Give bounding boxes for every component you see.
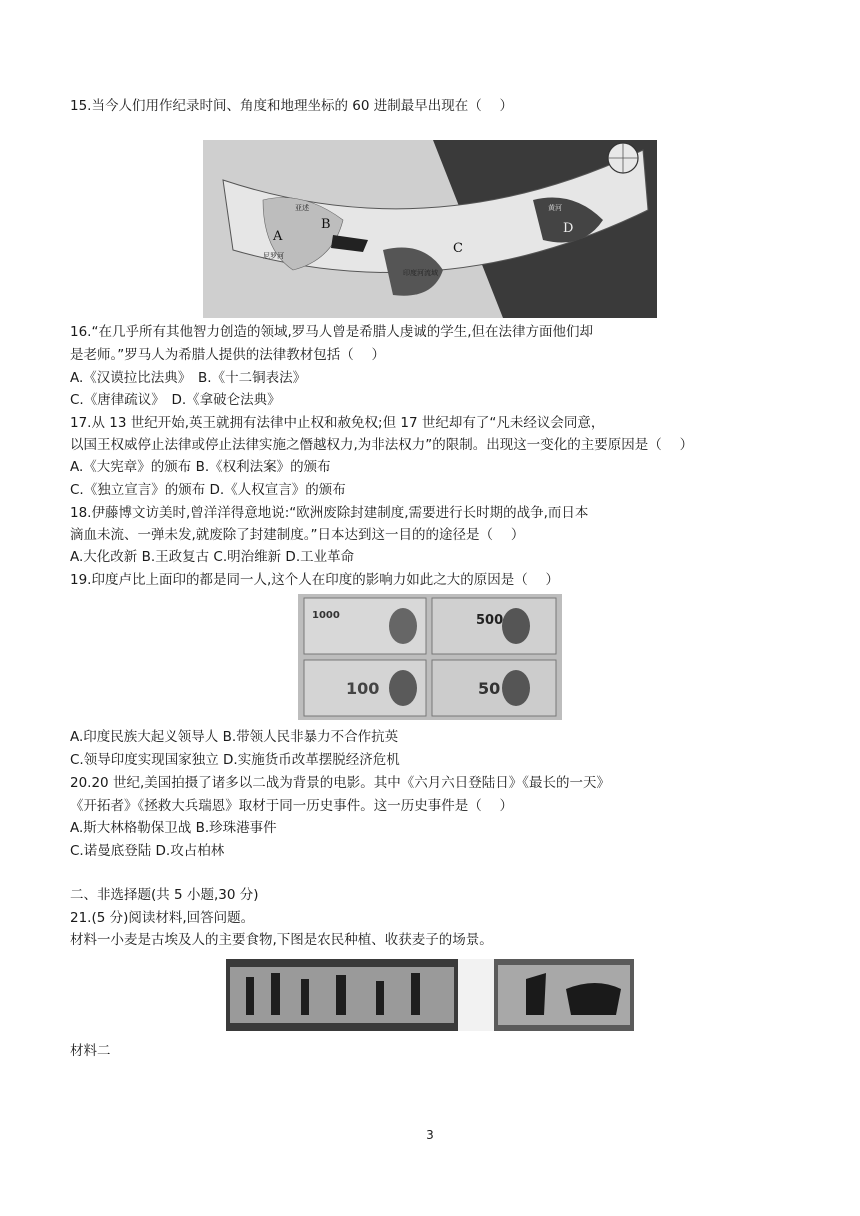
q19-text: 19.印度卢比上面印的都是同一人,这个人在印度的影响力如此之大的原因是（ ） [70,572,560,588]
rupee-note-100-value: 100 [346,679,380,698]
q17-options-ab: A.《大宪章》的颁布 B.《权利法案》的颁布 [70,459,331,475]
q20-options-cd: C.诺曼底登陆 D.攻占柏林 [70,843,225,859]
map-place-assyria: 亚述 [295,204,309,212]
q18-line2: 滴血未流、一弹未发,就废除了封建制度。”日本达到这一目的的途径是（ ） [70,527,525,543]
rupee-notes-image [298,594,562,720]
q17-line1: 17.从 13 世纪开始,英王就拥有法律中止权和赦免权;但 17 世纪却有了“凡未经议会同意， [70,415,605,431]
rupee-note-50-value: 50 [478,679,501,698]
rupee-note-500 [432,598,556,654]
rupee-note-500-value: 500 [476,613,504,628]
q16-line2: 是老师。”罗马人为希腊人提供的法律教材包括（ ） [70,347,386,363]
q20-line1: 20.20 世纪,美国拍摄了诸多以二战为背景的电影。其中《六月六日登陆日》《最长的一天》 [70,775,610,791]
map-place-yellow-river: 黄河 [548,204,562,212]
q20-line2: 《开拓者》《拯救大兵瑞恩》取材于同一历史事件。这一历史事件是（ ） [70,798,514,814]
q16-line1: 16.“在几乎所有其他智力创造的领域,罗马人曾是希腊人虔诚的学生,但在法律方面他们却 [70,324,594,340]
q18-options: A.大化改新 B.王政复古 C.明治维新 D.工业革命 [70,549,355,565]
egyptian-farming-image [226,959,634,1031]
rupee-note-100 [304,660,426,716]
map-place-indus: 印度河流域 [403,269,438,277]
q17-options-cd: C.《独立宣言》的颁布 D.《人权宣言》的颁布 [70,482,346,498]
rupee-note-1000 [304,598,426,654]
q20-options-ab: A.斯大林格勒保卫战 B.珍珠港事件 [70,820,277,836]
map-label-b: B [321,217,331,232]
rupee-note-1000-value: 1000 [312,610,340,621]
q19-options-cd: C.领导印度实现国家独立 D.实施货币改革摆脱经济危机 [70,752,400,768]
q21-material2: 材料二 [70,1043,111,1059]
q15-text: 15.当今人们用作纪录时间、角度和地理坐标的 60 进制最早出现在（ ） [70,98,514,114]
rupee-note-50 [432,660,556,716]
q21-material1: 材料一小麦是古埃及人的主要食物,下图是农民种植、收获麦子的场景。 [70,932,493,948]
q16-options-cd: C.《唐律疏议》 D.《拿破仑法典》 [70,392,281,408]
q17-line2: 以国王权威停止法律或停止法律实施之僭越权力,为非法权力”的限制。出现这一变化的主要原因是（ ） [70,437,694,453]
map-label-c: C [453,241,463,256]
ancient-civilizations-map [203,140,657,318]
page-number: 3 [426,1128,434,1142]
q16-options-ab: A.《汉谟拉比法典》 B.《十二铜表法》 [70,370,307,386]
map-label-d: D [563,221,574,236]
section2-heading: 二、非选择题(共 5 小题,30 分) [70,887,259,903]
q21-head: 21.(5 分)阅读材料,回答问题。 [70,910,255,926]
q19-options-ab: A.印度民族大起义领导人 B.带领人民非暴力不合作抗英 [70,729,399,745]
map-place-nile: 尼罗河 [263,252,284,260]
map-label-a: A [273,229,283,244]
q18-line1: 18.伊藤博文访美时,曾洋洋得意地说:“欧洲废除封建制度,需要进行长时期的战争,而日本 [70,505,589,521]
